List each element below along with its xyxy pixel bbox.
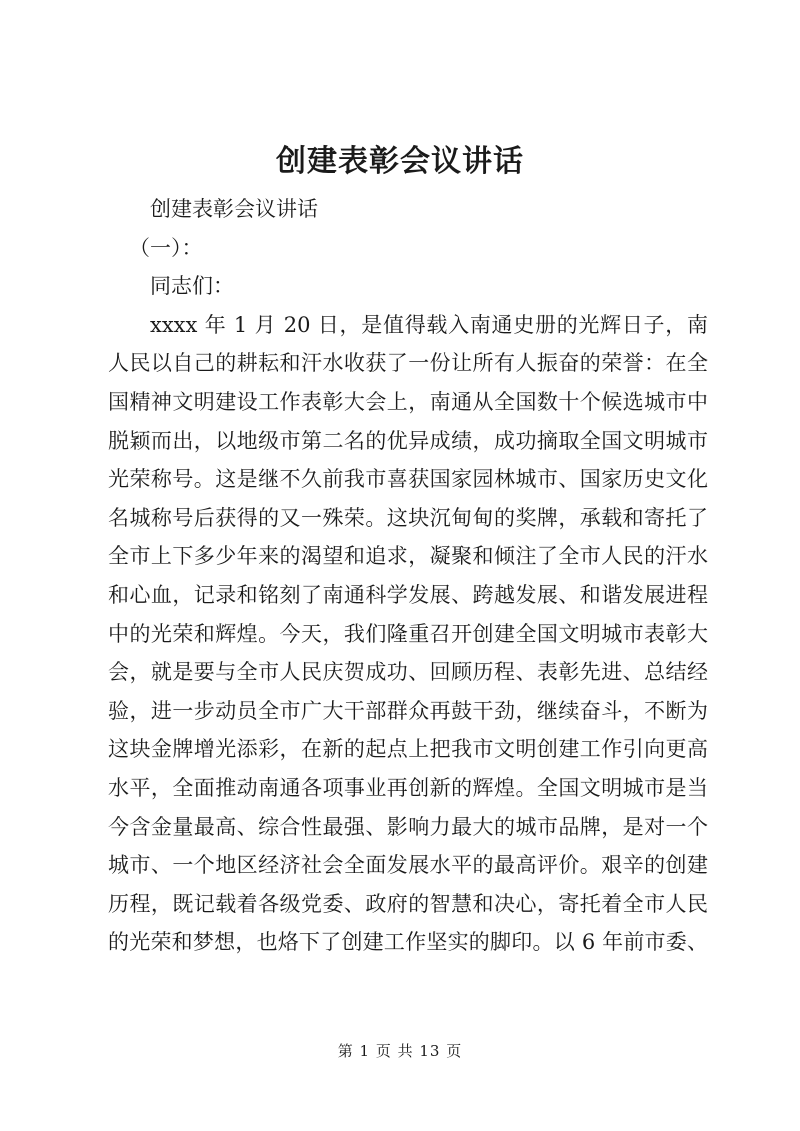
- paragraph-line: 名城称号后获得的又一殊荣。这块沉甸甸的奖牌，承载和寄托了: [108, 505, 708, 530]
- paragraph-line: 脱颖而出，以地级市第二名的优异成绩，成功摘取全国文明城市: [108, 428, 708, 453]
- paragraph-line: 历程，既记载着各级党委、政府的智慧和决心，寄托着全市人民: [108, 891, 708, 916]
- paragraph-line: 城市、一个地区经济社会全面发展水平的最高评价。艰辛的创建: [108, 853, 708, 878]
- salutation: 同志们：: [150, 274, 234, 299]
- paragraph-line: 中的光荣和辉煌。今天，我们隆重召开创建全国文明城市表彰大: [108, 621, 708, 646]
- paragraph: [108, 306, 708, 962]
- paragraph-line: 和心血，记录和铭刻了南通科学发展、跨越发展、和谐发展进程: [108, 582, 708, 607]
- paragraph-line: 全市上下多少年来的渴望和追求，凝聚和倾注了全市人民的汗水: [108, 544, 708, 569]
- page-footer: 第 1 页 共 13 页: [337, 1042, 463, 1060]
- paragraph-line: 人民以自己的耕耘和汗水收获了一份让所有人振奋的荣誉：在全: [108, 351, 708, 376]
- paragraph-line: 国精神文明建设工作表彰大会上，南通从全国数十个候选城市中: [108, 389, 708, 414]
- paragraph-line: 光荣称号。这是继不久前我市喜获国家园林城市、国家历史文化: [108, 467, 708, 492]
- paragraph-line: 会，就是要与全市人民庆贺成功、回顾历程、表彰先进、总结经: [108, 660, 708, 685]
- section-mark: （一）：: [129, 235, 203, 260]
- paragraph-line: 的光荣和梦想，也烙下了创建工作坚实的脚印。以 6 年前市委、: [108, 930, 708, 955]
- paragraph-line: xxxx 年 1 月 20 日，是值得载入南通史册的光辉日子，南: [150, 312, 708, 337]
- document-title: 创建表彰会议讲话: [276, 144, 524, 179]
- document-body: [108, 190, 708, 962]
- document-subtitle: 创建表彰会议讲话: [150, 197, 318, 221]
- paragraph-line: 水平，全面推动南通各项事业再创新的辉煌。全国文明城市是当: [108, 775, 708, 800]
- paragraph-line: 这块金牌增光添彩，在新的起点上把我市文明创建工作引向更高: [108, 737, 708, 762]
- paragraph-line: 验，进一步动员全市广大干部群众再鼓干劲，继续奋斗，不断为: [108, 698, 708, 723]
- paragraph-line: 今含金量最高、综合性最强、影响力最大的城市品牌，是对一个: [108, 814, 708, 839]
